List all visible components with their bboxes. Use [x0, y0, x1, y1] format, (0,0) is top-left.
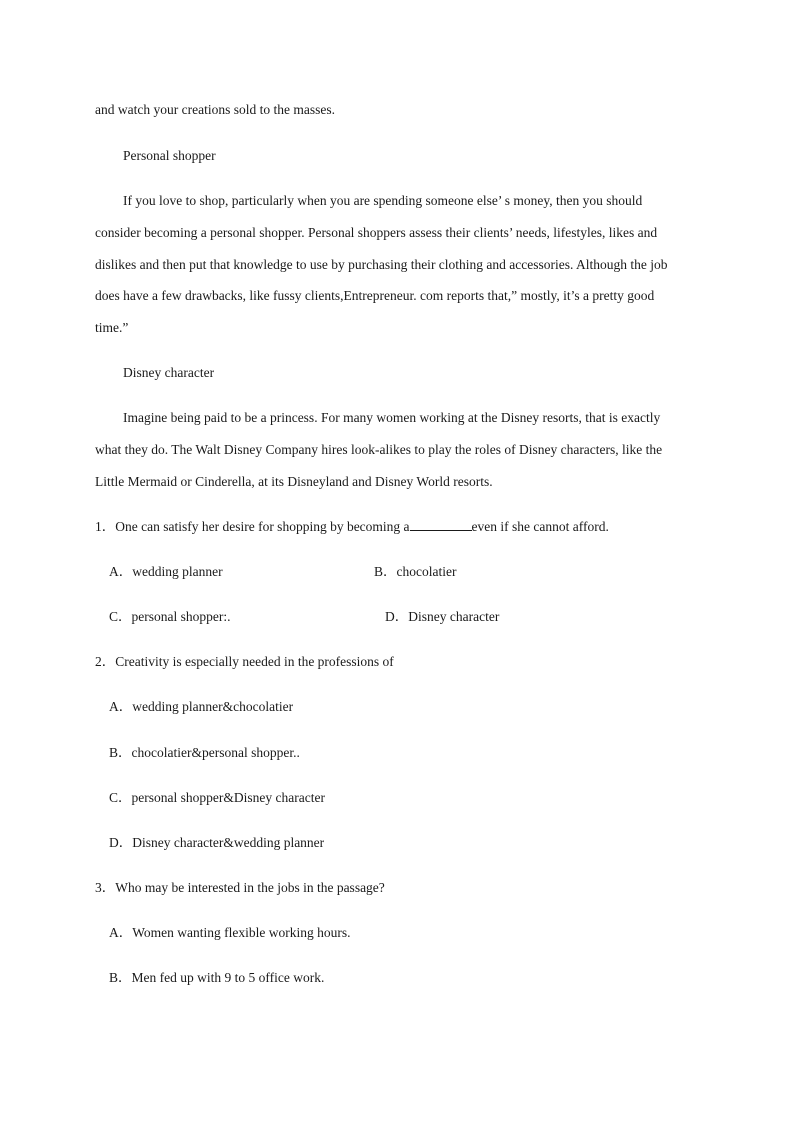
paragraph-line: what they do. The Walt Disney Company hires look-alikes to play the roles of Disney characters, like the — [95, 442, 663, 457]
option-letter: A． — [109, 564, 133, 579]
paragraph-line: If you love to shop, particularly when you are spending someone else’ s money, then you should — [123, 193, 643, 208]
heading-disney-character: Disney character — [123, 365, 215, 380]
question-number: 2． — [95, 654, 116, 669]
option-text: Disney character&wedding planner — [132, 835, 325, 850]
question-1-option-b[interactable] — [374, 563, 794, 581]
answer-blank — [410, 518, 472, 531]
option-text: Disney character — [408, 609, 500, 624]
option-text: chocolatier&personal shopper.. — [131, 745, 300, 760]
question-3-option-b[interactable] — [109, 969, 709, 987]
paragraph-line: time.” — [95, 320, 129, 335]
paragraph-line: dislikes and then put that knowledge to use by purchasing their clothing and accessories. Although the job — [95, 257, 668, 272]
question-stem: Who may be interested in the jobs in the passage? — [115, 880, 385, 895]
question-2-option-a[interactable] — [109, 698, 709, 716]
option-letter: B． — [109, 970, 132, 985]
option-letter: A． — [109, 925, 133, 940]
paragraph-line: Little Mermaid or Cinderella, at its Disneyland and Disney World resorts. — [95, 474, 493, 489]
question-2-option-c[interactable] — [109, 789, 709, 807]
question-stem-before: One can satisfy her desire for shopping by becoming a — [115, 519, 410, 534]
option-text: personal shopper&Disney character — [131, 790, 325, 805]
option-text: wedding planner — [132, 564, 223, 579]
option-letter: B． — [109, 745, 132, 760]
passage-continuation: and watch your creations sold to the masses. — [95, 102, 335, 117]
option-text: chocolatier — [396, 564, 457, 579]
option-text: personal shopper:. — [131, 609, 231, 624]
option-letter: C． — [109, 609, 132, 624]
question-3-option-a[interactable] — [109, 924, 709, 942]
question-number: 3． — [95, 880, 116, 895]
option-letter: A． — [109, 699, 133, 714]
option-letter: B． — [374, 564, 397, 579]
option-letter: C． — [109, 790, 132, 805]
option-text: Men fed up with 9 to 5 office work. — [131, 970, 325, 985]
question-number: 1． — [95, 519, 116, 534]
question-2-option-b[interactable] — [109, 744, 709, 762]
question-stem-after: even if she cannot afford. — [471, 519, 609, 534]
question-3-stem — [95, 879, 695, 897]
option-text: Women wanting flexible working hours. — [132, 925, 351, 940]
paragraph-line: Imagine being paid to be a princess. For many women working at the Disney resorts, that is exactly — [123, 410, 661, 425]
question-1-option-d[interactable] — [385, 608, 794, 626]
question-1-stem — [95, 518, 695, 536]
option-letter: D． — [109, 835, 133, 850]
option-letter: D． — [385, 609, 409, 624]
question-2-option-d[interactable] — [109, 834, 709, 852]
paragraph-line: consider becoming a personal shopper. Personal shoppers assess their clients’ needs, lifestyles, likes and — [95, 225, 658, 240]
question-2-stem — [95, 653, 695, 671]
option-text: wedding planner&chocolatier — [132, 699, 294, 714]
heading-personal-shopper: Personal shopper — [123, 148, 216, 163]
paragraph-line: does have a few drawbacks, like fussy clients,Entrepreneur. com reports that,” mostly, it’s a pretty good — [95, 288, 655, 303]
question-stem: Creativity is especially needed in the professions of — [115, 654, 394, 669]
